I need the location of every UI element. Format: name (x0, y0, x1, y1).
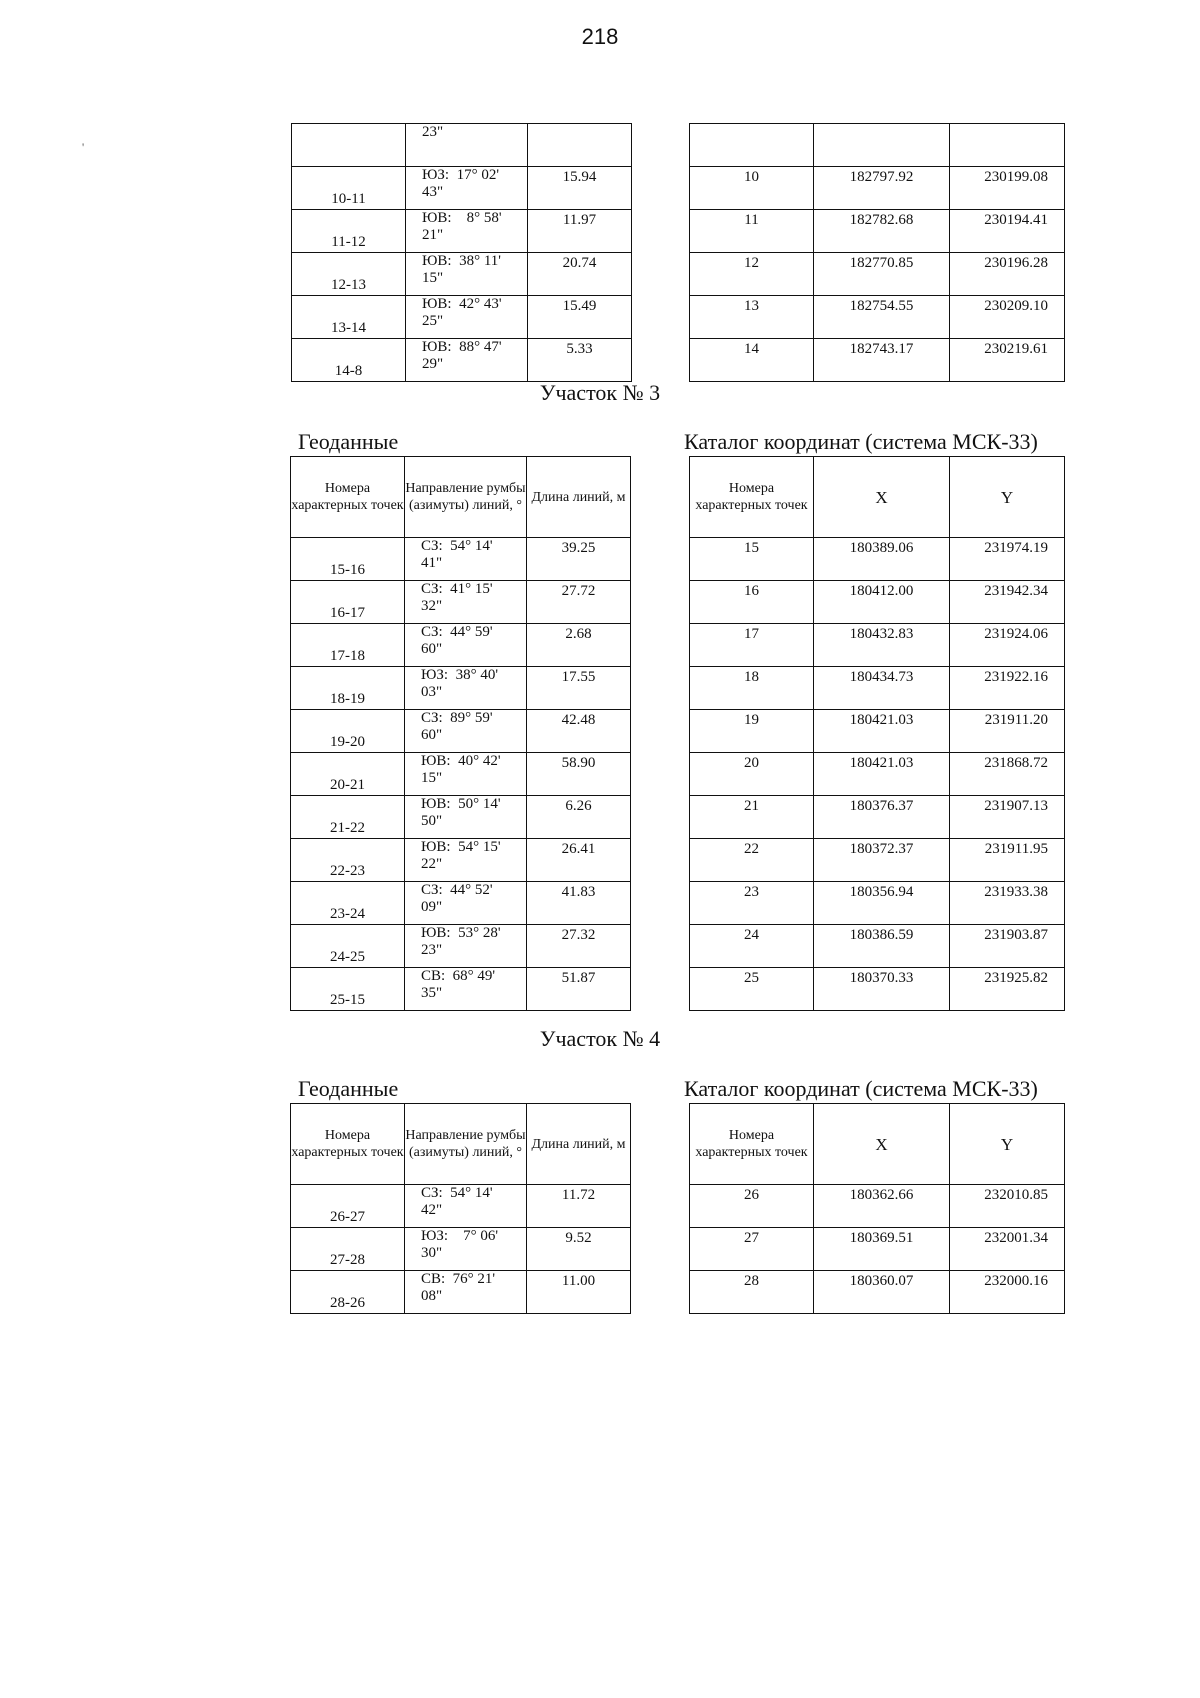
direction-seconds: 42" (421, 1202, 443, 1218)
coordinates-caption: Каталог координат (система МСК-33) (684, 429, 1038, 454)
length-cell: 5.33 (528, 339, 632, 382)
length-cell: 58.90 (527, 753, 631, 796)
point-number-cell: 23 (690, 882, 814, 925)
x-coordinate-cell: 182770.85 (814, 253, 950, 296)
x-coordinate-cell: 182782.68 (814, 210, 950, 253)
direction-seconds: 50" (421, 813, 443, 829)
table-row (291, 1185, 631, 1228)
points-cell: 10-11 (292, 167, 406, 210)
table-row (292, 210, 632, 253)
table-row (690, 667, 1065, 710)
direction-bearing: СВ: 76° 21' (421, 1271, 496, 1287)
table-row (690, 253, 1065, 296)
coordinates-caption: Каталог координат (система МСК-33) (684, 1076, 1038, 1101)
header-points: Номера характерных точек (291, 1104, 405, 1185)
direction-bearing: ЮЗ: 38° 40' (421, 667, 499, 683)
y-coordinate-cell: 231868.72 (950, 753, 1065, 796)
table-row (690, 925, 1065, 968)
table-row (291, 796, 631, 839)
points-cell: 11-12 (292, 210, 406, 253)
table-row (690, 968, 1065, 1011)
direction-cell (405, 581, 527, 624)
points-cell: 16-17 (291, 581, 405, 624)
header-x: X (814, 1104, 950, 1185)
table-row (291, 624, 631, 667)
direction-seconds: 32" (421, 598, 443, 614)
direction-bearing: ЮВ: 53° 28' (421, 925, 501, 941)
y-coordinate-cell: 230219.61 (950, 339, 1065, 382)
direction-cell (406, 253, 528, 296)
length-cell: 26.41 (527, 839, 631, 882)
points-cell: 18-19 (291, 667, 405, 710)
y-coordinate-cell: 232001.34 (950, 1228, 1065, 1271)
header-points: Номера характерных точек (690, 1104, 814, 1185)
table-header-row (291, 457, 631, 538)
table-row (292, 339, 632, 382)
direction-bearing: СЗ: 44° 52' (421, 882, 493, 898)
y-coordinate-cell: 231922.16 (950, 667, 1065, 710)
geodata-caption: Геоданные (298, 429, 399, 454)
header-points: Номера характерных точек (291, 457, 405, 538)
direction-cell (405, 753, 527, 796)
point-number-cell: 18 (690, 667, 814, 710)
x-coordinate-cell: 180376.37 (814, 796, 950, 839)
table-row (291, 581, 631, 624)
length-cell: 11.97 (528, 210, 632, 253)
header-points: Номера характерных точек (690, 457, 814, 538)
table-row (690, 167, 1065, 210)
table-row (292, 253, 632, 296)
point-number-cell: 14 (690, 339, 814, 382)
table-row (690, 339, 1065, 382)
length-cell: 6.26 (527, 796, 631, 839)
y-coordinate-cell (950, 124, 1065, 167)
geodata-caption: Геоданные (298, 1076, 399, 1101)
direction-cell (405, 839, 527, 882)
length-cell: 9.52 (527, 1228, 631, 1271)
point-number-cell (690, 124, 814, 167)
direction-bearing: ЮВ: 88° 47' (422, 339, 502, 355)
points-cell: 13-14 (292, 296, 406, 339)
x-coordinate-cell: 180432.83 (814, 624, 950, 667)
table-row (690, 1185, 1065, 1228)
point-number-cell: 21 (690, 796, 814, 839)
direction-cell (405, 968, 527, 1011)
direction-cell (405, 925, 527, 968)
table-row (291, 1271, 631, 1314)
points-cell: 17-18 (291, 624, 405, 667)
point-number-cell: 28 (690, 1271, 814, 1314)
table-row (291, 839, 631, 882)
y-coordinate-cell: 230209.10 (950, 296, 1065, 339)
points-cell (292, 124, 406, 167)
length-cell: 27.32 (527, 925, 631, 968)
x-coordinate-cell: 182754.55 (814, 296, 950, 339)
table-header-row (291, 1104, 631, 1185)
direction-cell (406, 124, 528, 167)
direction-cell (406, 296, 528, 339)
geodata-table-plot-3 (290, 456, 631, 1011)
points-cell: 22-23 (291, 839, 405, 882)
direction-seconds: 25" (422, 313, 444, 329)
table-row (690, 1228, 1065, 1271)
length-cell: 51.87 (527, 968, 631, 1011)
y-coordinate-cell: 230194.41 (950, 210, 1065, 253)
direction-seconds: 60" (421, 641, 443, 657)
header-y: Y (950, 1104, 1065, 1185)
point-number-cell: 16 (690, 581, 814, 624)
table-row (690, 1271, 1065, 1314)
direction-bearing: СЗ: 44° 59' (421, 624, 493, 640)
table-row (690, 210, 1065, 253)
points-cell: 15-16 (291, 538, 405, 581)
direction-seconds: 21" (422, 227, 444, 243)
direction-seconds: 09" (421, 899, 443, 915)
header-length: Длина линий, м (527, 457, 631, 538)
direction-cell (405, 796, 527, 839)
direction-seconds: 30" (421, 1245, 443, 1261)
y-coordinate-cell: 231903.87 (950, 925, 1065, 968)
direction-bearing: ЮВ: 38° 11' (422, 253, 501, 269)
points-cell: 23-24 (291, 882, 405, 925)
length-cell: 15.49 (528, 296, 632, 339)
direction-bearing: СВ: 68° 49' (421, 968, 496, 984)
direction-cell (406, 210, 528, 253)
y-coordinate-cell: 231925.82 (950, 968, 1065, 1011)
y-coordinate-cell: 231942.34 (950, 581, 1065, 624)
coordinates-table-plot-4 (689, 1103, 1065, 1314)
table-header-row (690, 1104, 1065, 1185)
direction-bearing: СЗ: 89° 59' (421, 710, 493, 726)
y-coordinate-cell: 231974.19 (950, 538, 1065, 581)
length-cell: 2.68 (527, 624, 631, 667)
table-row (690, 581, 1065, 624)
header-direction: Направление румбы (азимуты) линий, ° (405, 457, 527, 538)
points-cell: 26-27 (291, 1185, 405, 1228)
direction-seconds: 03" (421, 684, 443, 700)
direction-cell (406, 339, 528, 382)
table-row (291, 1228, 631, 1271)
header-y: Y (950, 457, 1065, 538)
length-cell: 11.00 (527, 1271, 631, 1314)
y-coordinate-cell: 231907.13 (950, 796, 1065, 839)
point-number-cell: 19 (690, 710, 814, 753)
length-cell (528, 124, 632, 167)
coordinates-table-plot-3 (689, 456, 1065, 1011)
table-row (690, 296, 1065, 339)
point-number-cell: 13 (690, 296, 814, 339)
point-number-cell: 22 (690, 839, 814, 882)
table-row (690, 124, 1065, 167)
table-row (291, 882, 631, 925)
point-number-cell: 26 (690, 1185, 814, 1228)
direction-seconds: 08" (421, 1288, 443, 1304)
direction-bearing: СЗ: 54° 14' (421, 1185, 493, 1201)
geodata-table-continued (291, 123, 632, 382)
length-cell: 15.94 (528, 167, 632, 210)
point-number-cell: 17 (690, 624, 814, 667)
x-coordinate-cell: 180421.03 (814, 710, 950, 753)
direction-bearing: ЮВ: 54° 15' (421, 839, 501, 855)
geodata-table-plot-4 (290, 1103, 631, 1314)
direction-seconds: 60" (421, 727, 443, 743)
header-length: Длина линий, м (527, 1104, 631, 1185)
direction-seconds: 41" (421, 555, 443, 571)
table-row (690, 839, 1065, 882)
table-row (690, 753, 1065, 796)
x-coordinate-cell: 182797.92 (814, 167, 950, 210)
page-number: 218 (581, 24, 619, 49)
direction-cell (406, 167, 528, 210)
direction-bearing: ЮВ: 40° 42' (421, 753, 501, 769)
table-row (291, 667, 631, 710)
point-number-cell: 10 (690, 167, 814, 210)
x-coordinate-cell: 180362.66 (814, 1185, 950, 1228)
direction-seconds: 15" (422, 270, 444, 286)
direction-bearing: ЮВ: 42° 43' (422, 296, 502, 312)
x-coordinate-cell: 180360.07 (814, 1271, 950, 1314)
direction-seconds: 22" (421, 856, 443, 872)
point-number-cell: 20 (690, 753, 814, 796)
direction-cell (405, 538, 527, 581)
table-row (690, 796, 1065, 839)
x-coordinate-cell (814, 124, 950, 167)
section-title-plot-4: Участок № 4 (539, 1026, 661, 1051)
x-coordinate-cell: 180356.94 (814, 882, 950, 925)
points-cell: 14-8 (292, 339, 406, 382)
direction-cell (405, 882, 527, 925)
table-row (291, 710, 631, 753)
x-coordinate-cell: 180412.00 (814, 581, 950, 624)
table-row (690, 882, 1065, 925)
header-x: X (814, 457, 950, 538)
points-cell: 28-26 (291, 1271, 405, 1314)
table-row (291, 753, 631, 796)
direction-cell (405, 710, 527, 753)
x-coordinate-cell: 180434.73 (814, 667, 950, 710)
y-coordinate-cell: 230196.28 (950, 253, 1065, 296)
x-coordinate-cell: 180372.37 (814, 839, 950, 882)
x-coordinate-cell: 180370.33 (814, 968, 950, 1011)
direction-bearing: ЮВ: 8° 58' (422, 210, 502, 226)
points-cell: 25-15 (291, 968, 405, 1011)
direction-bearing: ЮЗ: 7° 06' (421, 1228, 499, 1244)
point-number-cell: 27 (690, 1228, 814, 1271)
length-cell: 41.83 (527, 882, 631, 925)
x-coordinate-cell: 180389.06 (814, 538, 950, 581)
points-cell: 27-28 (291, 1228, 405, 1271)
x-coordinate-cell: 180386.59 (814, 925, 950, 968)
table-header-row (690, 457, 1065, 538)
table-row (291, 925, 631, 968)
table-row (690, 624, 1065, 667)
table-row (291, 538, 631, 581)
y-coordinate-cell: 231933.38 (950, 882, 1065, 925)
x-coordinate-cell: 182743.17 (814, 339, 950, 382)
length-cell: 39.25 (527, 538, 631, 581)
header-direction: Направление румбы (азимуты) линий, ° (405, 1104, 527, 1185)
direction-seconds: 43" (422, 184, 444, 200)
x-coordinate-cell: 180421.03 (814, 753, 950, 796)
point-number-cell: 24 (690, 925, 814, 968)
x-coordinate-cell: 180369.51 (814, 1228, 950, 1271)
y-coordinate-cell: 232010.85 (950, 1185, 1065, 1228)
direction-bearing: ЮЗ: 17° 02' (422, 167, 500, 183)
direction-cell (405, 1185, 527, 1228)
length-cell: 17.55 (527, 667, 631, 710)
point-number-cell: 12 (690, 253, 814, 296)
section-title-plot-3: Участок № 3 (539, 380, 661, 405)
y-coordinate-cell: 230199.08 (950, 167, 1065, 210)
table-row (690, 538, 1065, 581)
points-cell: 24-25 (291, 925, 405, 968)
y-coordinate-cell: 232000.16 (950, 1271, 1065, 1314)
table-row (292, 124, 632, 167)
table-row (690, 710, 1065, 753)
points-cell: 20-21 (291, 753, 405, 796)
direction-cell (405, 1271, 527, 1314)
direction-seconds: 29" (422, 356, 444, 372)
table-row (292, 167, 632, 210)
direction-bearing: ЮВ: 50° 14' (421, 796, 501, 812)
direction-seconds: 15" (421, 770, 443, 786)
length-cell: 27.72 (527, 581, 631, 624)
direction-cell (405, 624, 527, 667)
direction-bearing: СЗ: 41° 15' (421, 581, 493, 597)
point-number-cell: 25 (690, 968, 814, 1011)
table-row (291, 968, 631, 1011)
points-cell: 21-22 (291, 796, 405, 839)
length-cell: 11.72 (527, 1185, 631, 1228)
direction-seconds: 23" (421, 942, 443, 958)
point-number-cell: 11 (690, 210, 814, 253)
direction-cell (405, 1228, 527, 1271)
direction-seconds: 35" (421, 985, 443, 1001)
direction-seconds: 23" (422, 124, 444, 140)
direction-bearing: СЗ: 54° 14' (421, 538, 493, 554)
y-coordinate-cell: 231911.20 (950, 710, 1065, 753)
direction-cell (405, 667, 527, 710)
coordinates-table-continued (689, 123, 1065, 382)
points-cell: 19-20 (291, 710, 405, 753)
stray-mark: ' (82, 140, 85, 154)
point-number-cell: 15 (690, 538, 814, 581)
y-coordinate-cell: 231924.06 (950, 624, 1065, 667)
table-row (292, 296, 632, 339)
length-cell: 20.74 (528, 253, 632, 296)
length-cell: 42.48 (527, 710, 631, 753)
points-cell: 12-13 (292, 253, 406, 296)
y-coordinate-cell: 231911.95 (950, 839, 1065, 882)
